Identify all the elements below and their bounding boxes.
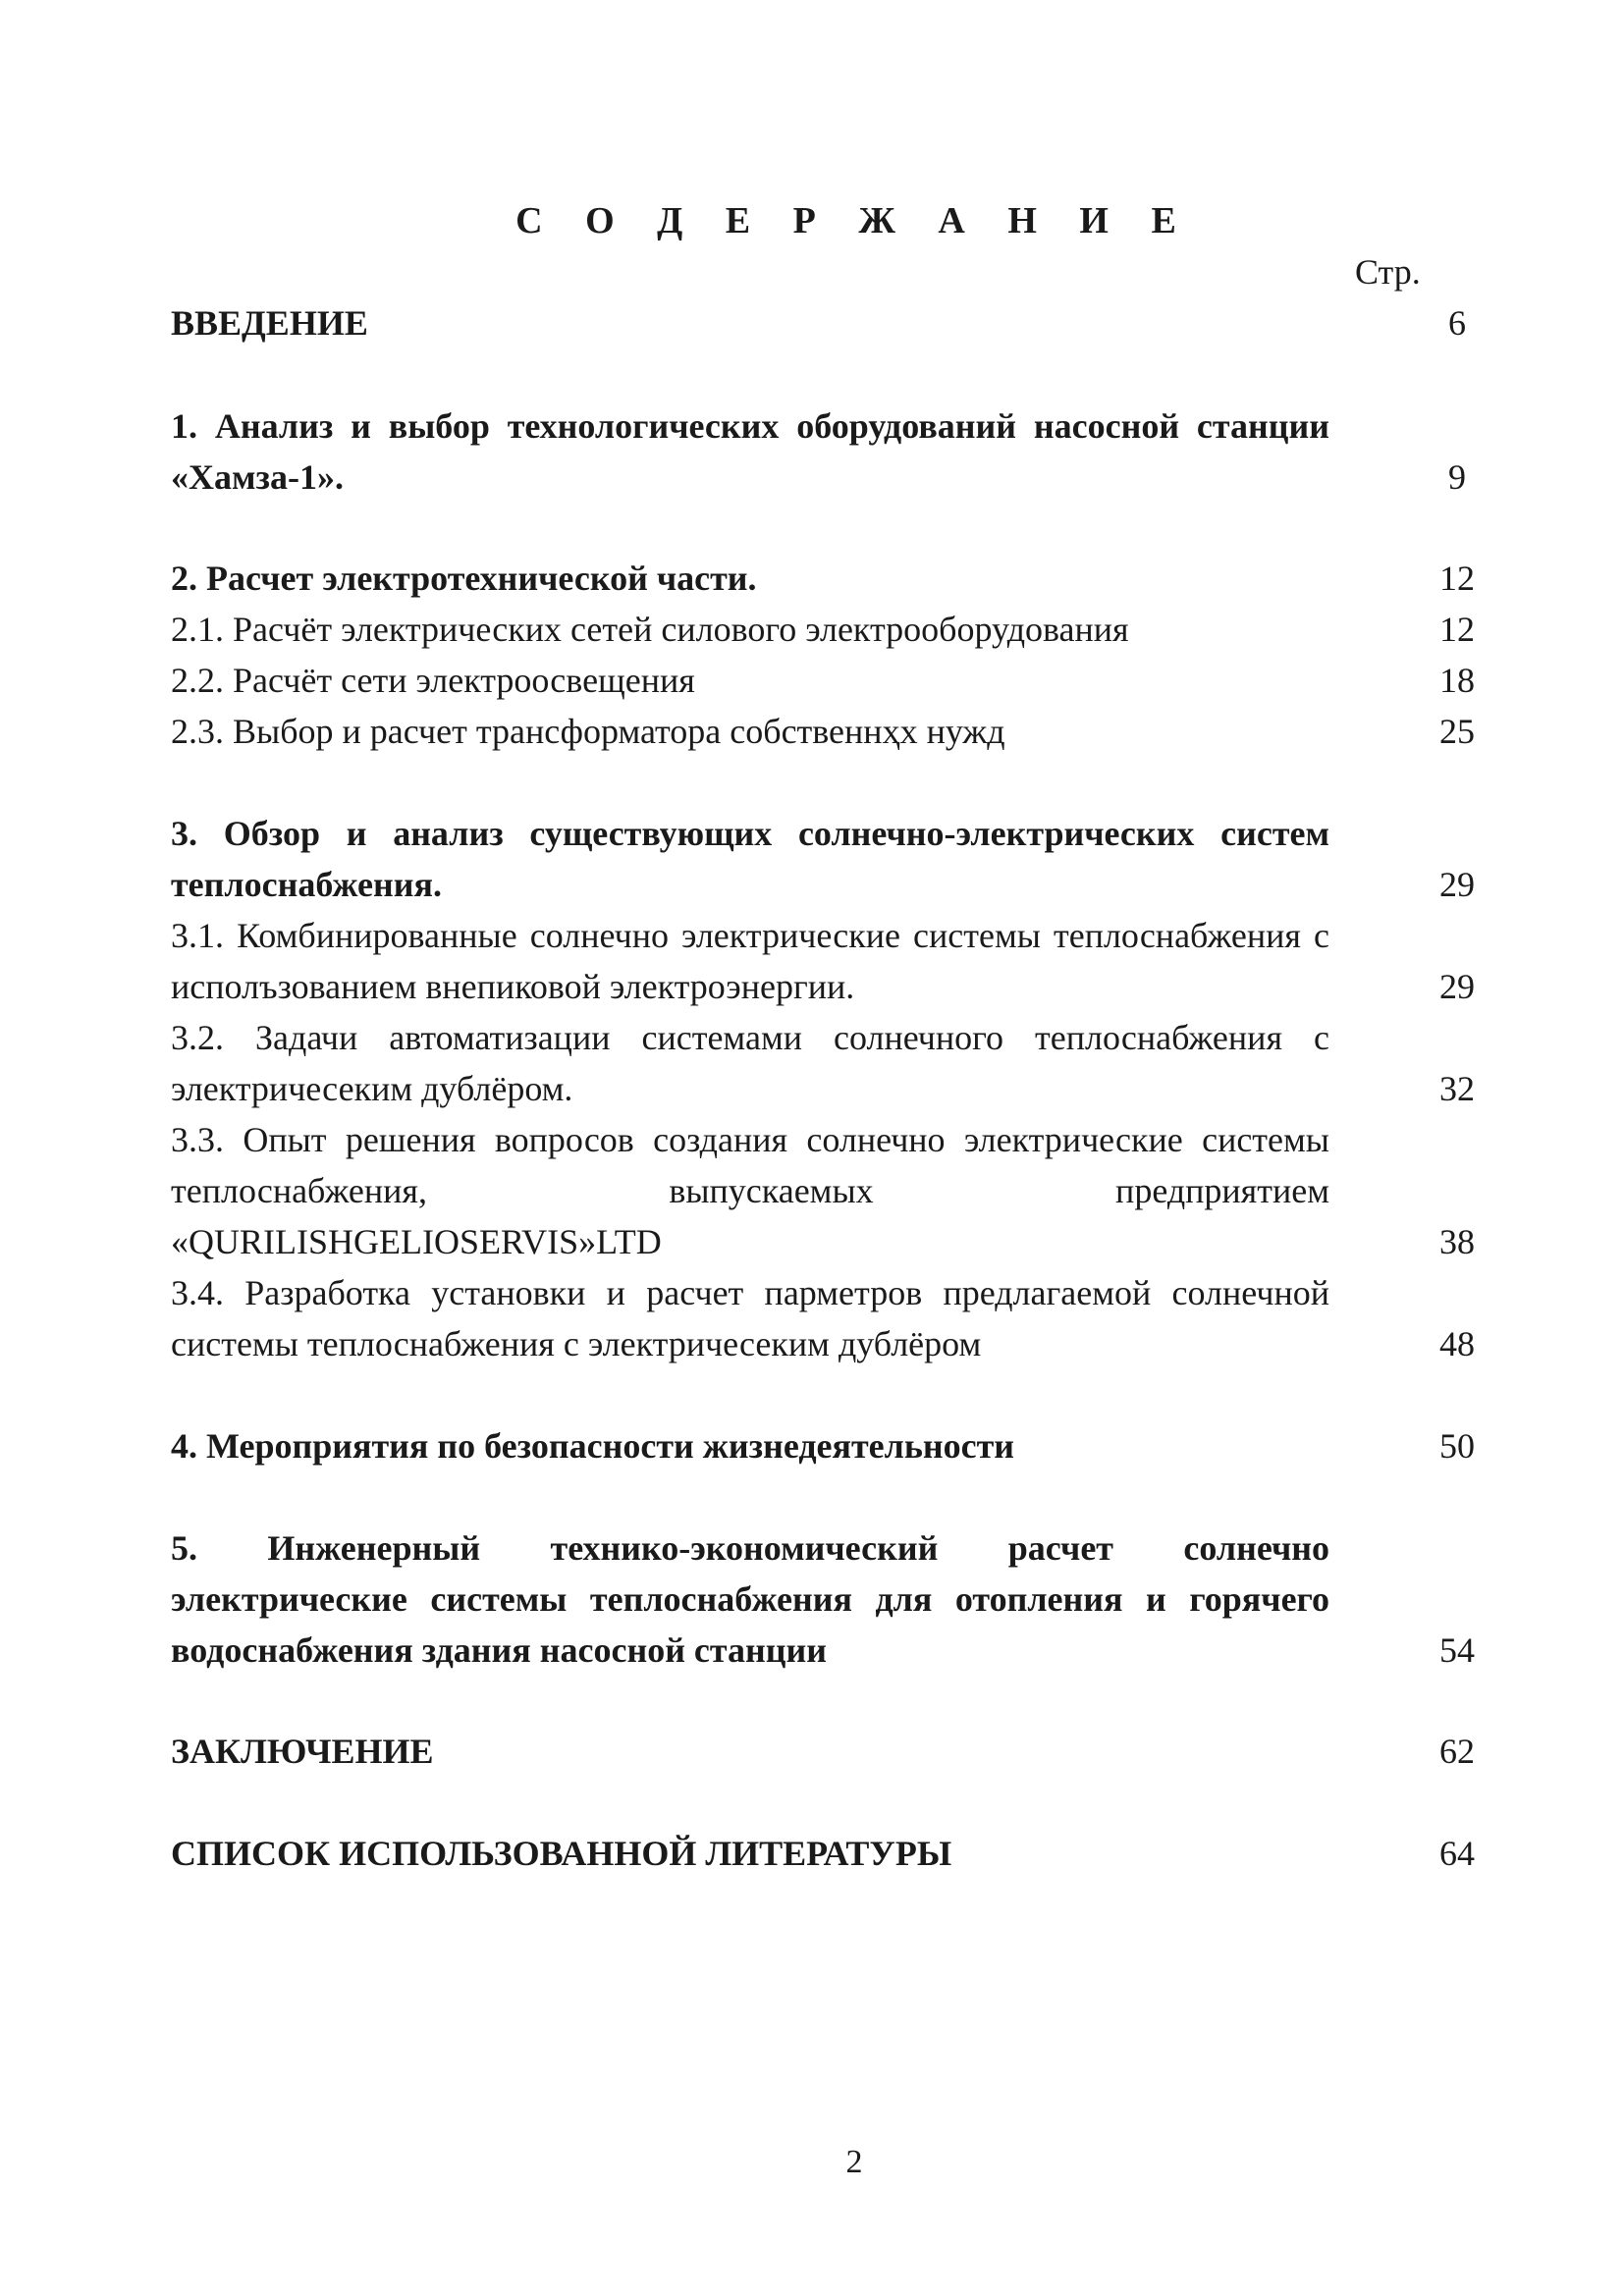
toc-entry-title: 4. Мероприятия по безопасности жизнедеятельности xyxy=(171,1426,1015,1466)
page-number: 2 xyxy=(845,2144,863,2180)
toc-entry-title: 3.4. Разработка установки и расчет парметров предлагаемой солнечной системы теплоснабжения с электричесеким дублёром xyxy=(171,1273,1329,1363)
toc-entry-references[interactable] xyxy=(171,1828,1475,1879)
toc-entry-title: 2.1. Расчёт электрических сетей силового электрооборудования xyxy=(171,610,1129,649)
toc-entry-page: 50 xyxy=(1439,1426,1475,1466)
toc-entry-page: 54 xyxy=(1439,1630,1475,1670)
toc-entry-title: ЗАКЛЮЧЕНИЕ xyxy=(171,1732,434,1771)
toc-entry-chapter-5[interactable] xyxy=(171,1522,1475,1676)
toc-entry-section-2-1[interactable] xyxy=(171,604,1475,655)
toc-entry-page: 12 xyxy=(1439,610,1475,649)
toc-entry-page: 38 xyxy=(1439,1222,1475,1261)
toc-entry-title: 1. Анализ и выбор технологических оборудований насосной станции «Хамза-1». xyxy=(171,406,1329,497)
toc-entry-page: 25 xyxy=(1439,712,1475,751)
toc-entry-title: 3. Обзор и анализ существующих солнечно-электрических систем теплоснабжения. xyxy=(171,814,1329,904)
toc-entry-page: 48 xyxy=(1439,1324,1475,1363)
page-column-label: Стр. xyxy=(1355,252,1421,292)
toc-entry-page: 64 xyxy=(1439,1834,1475,1873)
toc-entry-section-3-4[interactable] xyxy=(171,1267,1475,1369)
toc-entry-title: 3.3. Опыт решения вопросов создания солнечно электрические системы теплоснабжения, выпускаемых предприятием «QURILISHGELIOSERVIS»LTD xyxy=(171,1120,1329,1261)
toc-entry-chapter-1[interactable] xyxy=(171,400,1466,503)
toc-entry-title: 2. Расчет электротехнической части. xyxy=(171,559,757,598)
toc-entry-page: 62 xyxy=(1439,1732,1475,1771)
toc-entry-page: 29 xyxy=(1439,865,1475,904)
toc-entry-chapter-2[interactable] xyxy=(171,553,1475,604)
toc-entry-title: СПИСОК ИСПОЛЬЗОВАННОЙ ЛИТЕРАТУРЫ xyxy=(171,1834,952,1873)
toc-entry-section-3-1[interactable] xyxy=(171,910,1475,1012)
toc-entry-page: 18 xyxy=(1439,661,1475,700)
page-title: С О Д Е Р Ж А Н И Е xyxy=(515,200,1193,241)
toc-entry-title: 5. Инженерный технико-экономический расчет солнечно электрические системы теплоснабжения для отопления и горячего водоснабжения здания насосной станции xyxy=(171,1528,1329,1670)
toc-entry-page: 6 xyxy=(1448,303,1466,343)
toc-entry-title: 3.2. Задачи автоматизации системами солнечного теплоснабжения с электричесеким дублёром. xyxy=(171,1018,1329,1108)
toc-entry-page: 9 xyxy=(1448,457,1466,497)
toc-entry-page: 12 xyxy=(1439,559,1475,598)
toc-entry-section-3-3[interactable] xyxy=(171,1114,1475,1267)
toc-entry-chapter-4[interactable] xyxy=(171,1420,1475,1471)
toc-entry-section-3-2[interactable] xyxy=(171,1012,1475,1114)
toc-entry-section-2-2[interactable] xyxy=(171,655,1475,706)
toc-entry-title: 2.3. Выбор и расчет трансформатора собственнҳх нужд xyxy=(171,712,1005,751)
toc-entry-conclusion[interactable] xyxy=(171,1726,1475,1777)
toc-entry-chapter-3[interactable] xyxy=(171,808,1475,910)
toc-entry-title: 2.2. Расчёт сети электроосвещения xyxy=(171,661,695,700)
toc-entry-title: ВВЕДЕНИЕ xyxy=(171,303,368,343)
toc-entry-introduction[interactable] xyxy=(171,297,1466,348)
toc-entry-page: 29 xyxy=(1439,967,1475,1006)
toc-entry-section-2-3[interactable] xyxy=(171,706,1475,757)
toc-entry-page: 32 xyxy=(1439,1069,1475,1108)
toc-entry-title: 3.1. Комбинированные солнечно электрические системы теплоснабжения с исполъзованием внепиковой электроэнергии. xyxy=(171,916,1329,1006)
